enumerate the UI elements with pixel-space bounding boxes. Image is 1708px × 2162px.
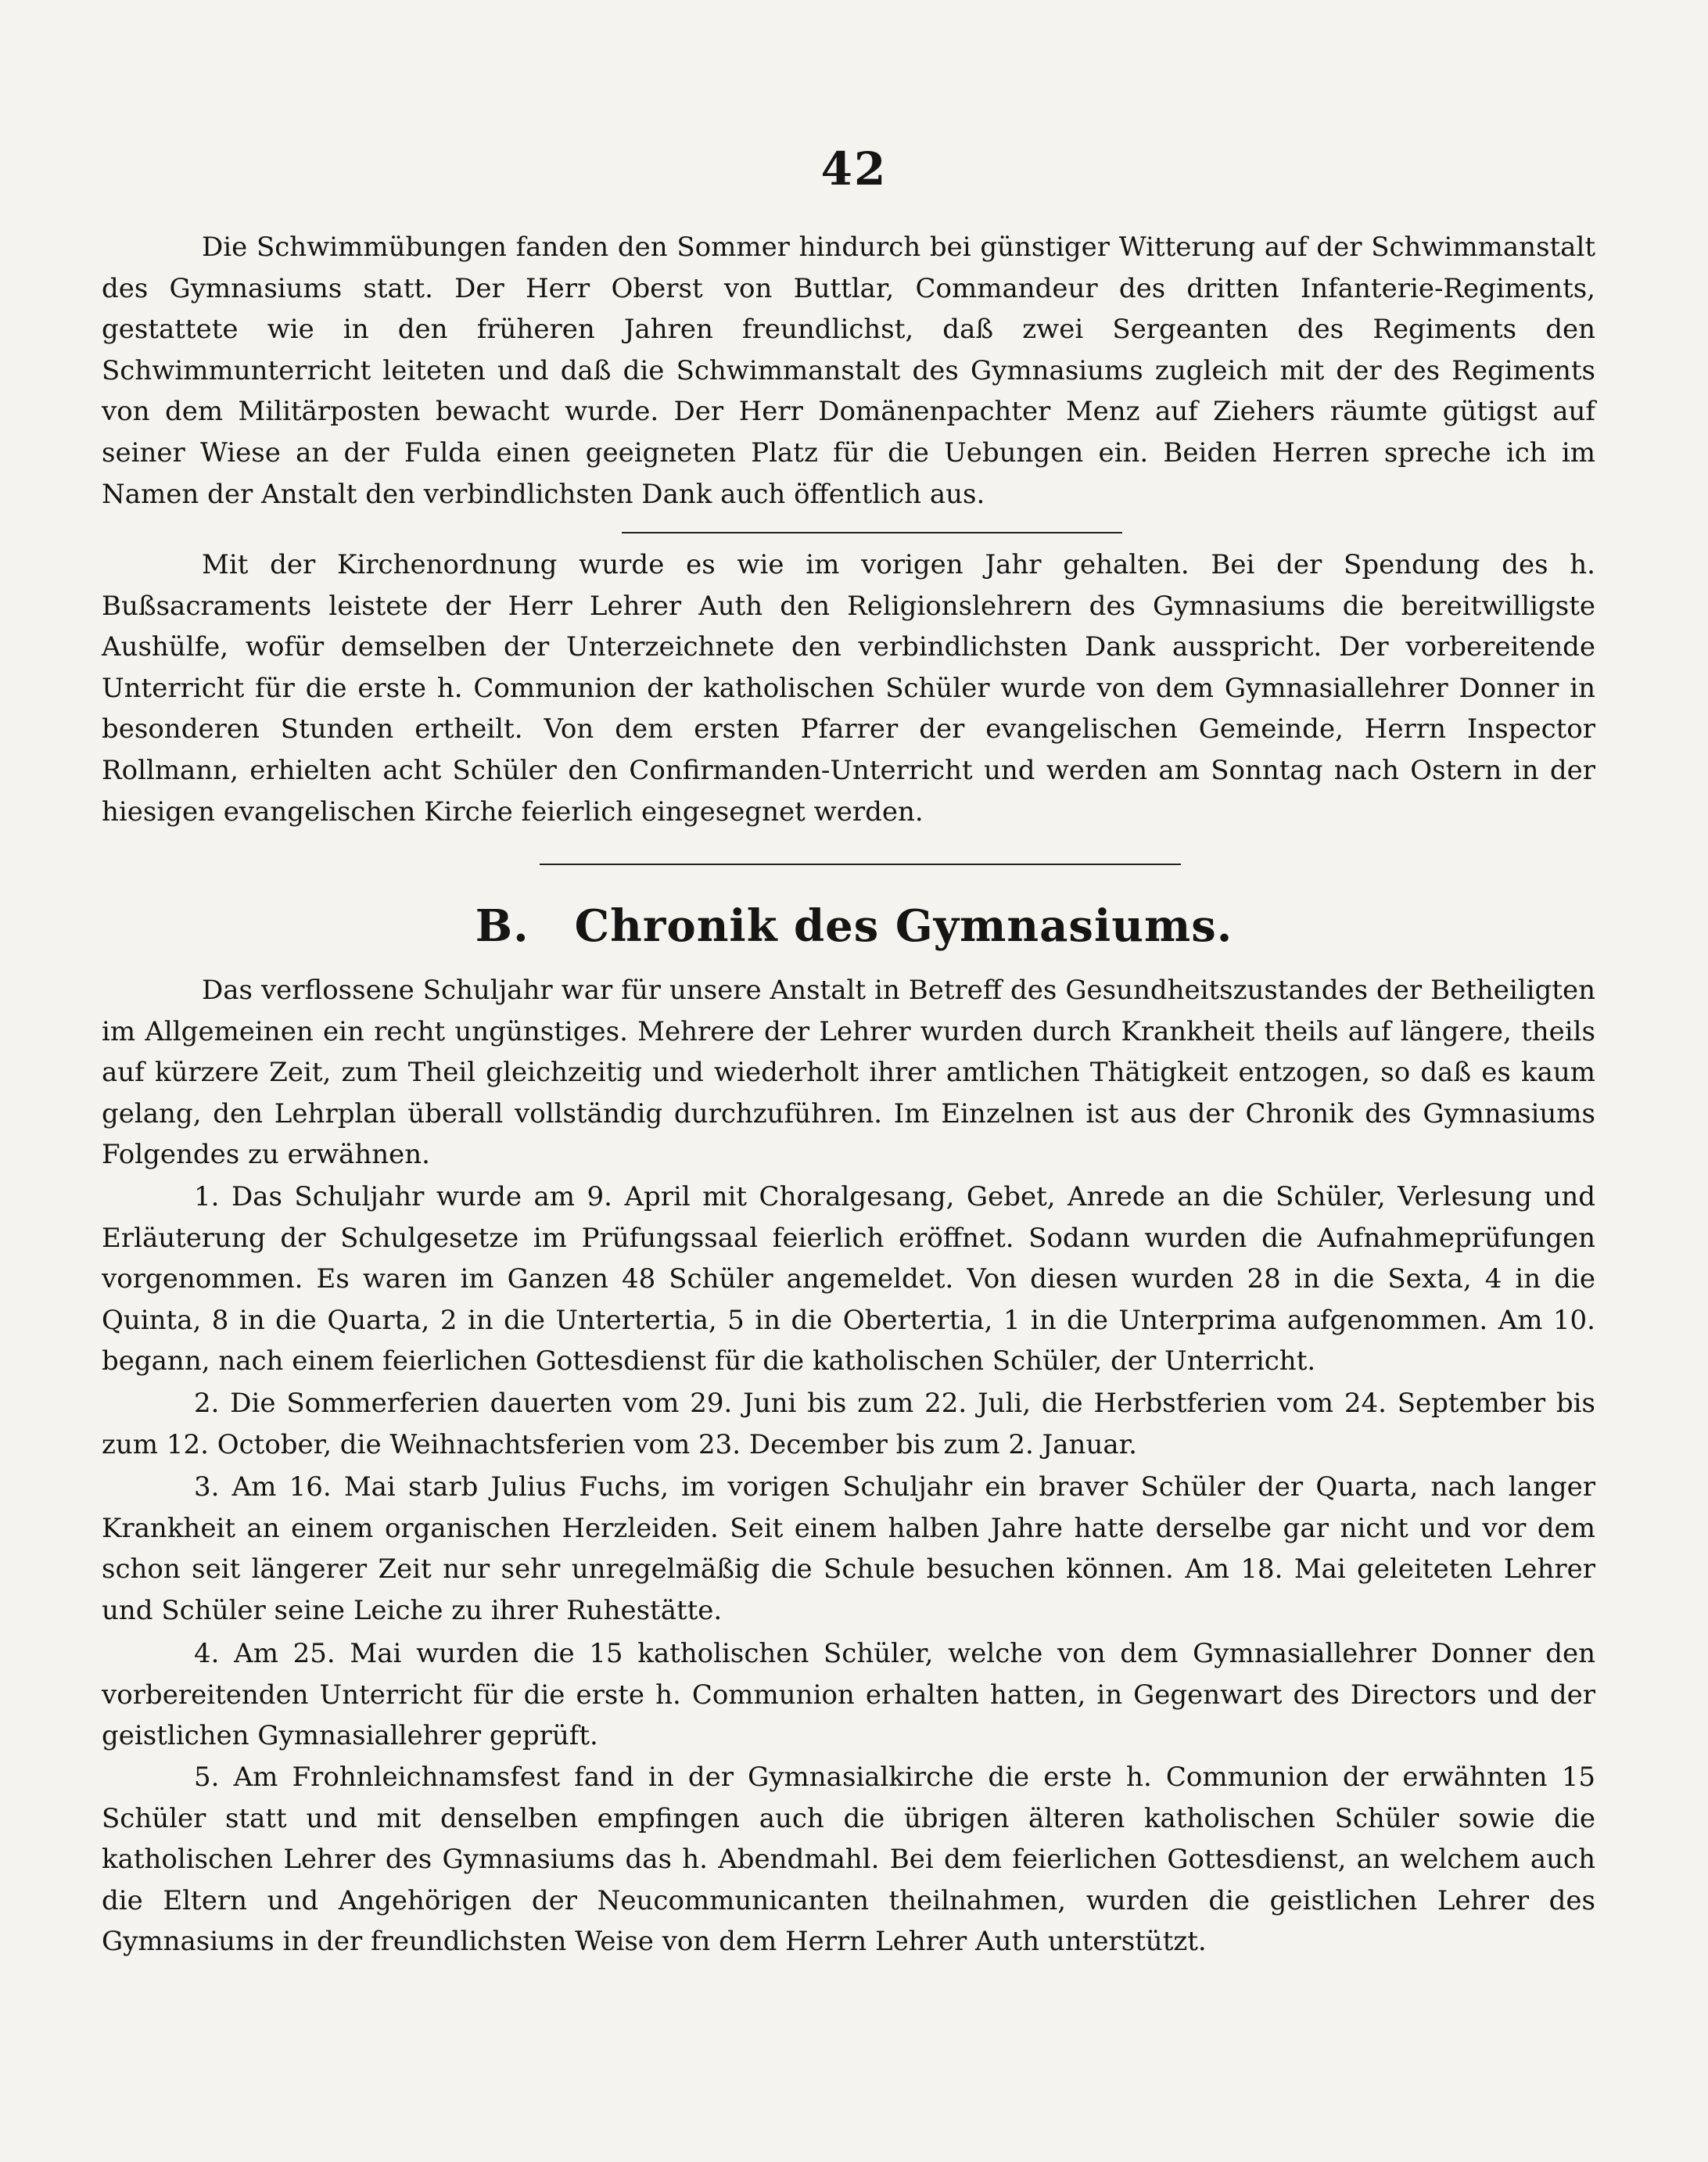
list-item: 1. Das Schuljahr wurde am 9. April mit Choralgesang, Gebet, Anrede an die Schüler, Verlesung und Erläuterung der Schulgesetze im Prüfungssaal feierlich eröffnet. Sodann wurden die Aufnahmeprüfungen vorgenommen. Es waren im Ganzen 48 Schüler angemeldet. Von diesen wurden 28 in die Sexta, 4 in die Quinta, 8 in die Quarta, 2 in die Untertertia, 5 in die Obertertia, 1 in die Unterprima aufgenommen. Am 10. begann, nach einem feierlichen Gottesdienst für die katholischen Schüler, der Unterricht.: [102, 1181, 1595, 1377]
paragraph-church-order: Mit der Kirchenordnung wurde es wie im vorigen Jahr gehalten. Bei der Spendung des h. Bußsacraments leistete der Herr Lehrer Auth den Religionslehrern des Gymnasiums die bereitwilligste Aushülfe, wofür demselben der Unterzeichnete den verbindlichsten Dank ausspricht. Der vorbereitende Unterricht für die erste h. Communion der katholischen Schüler wurde von dem Gymnasiallehrer Donner in besonderen Stunden ertheilt. Von dem ersten Pfarrer der evangelischen Gemeinde, Herrn Inspector Rollmann, erhielten acht Schüler den Confirmanden-Unterricht und werden am Sonntag nach Ostern in der hiesigen evangelischen Kirche feierlich eingesegnet werden.: [102, 549, 1595, 828]
list-item: 5. Am Frohnleichnamsfest fand in der Gymnasialkirche die erste h. Communion der erwähnten 15 Schüler statt und mit denselben empfingen auch die übrigen älteren katholischen Schüler sowie die katholischen Lehrer des Gymnasiums das h. Abendmahl. Bei dem feierlichen Gottesdienst, an welchem auch die Eltern und Angehörigen der Neucommunicanten theilnahmen, wurden die geistlichen Lehrer des Gymnasiums in der freundlichsten Weise von dem Herrn Lehrer Auth unterstützt.: [102, 1762, 1595, 1958]
separator-rule: [622, 532, 1122, 533]
list-item: 4. Am 25. Mai wurden die 15 katholischen Schüler, welche von dem Gymnasiallehrer Donner den vorbereitenden Unterricht für die erste h. Communion erhalten hatten, in Gegenwart des Directors und der geistlichen Gymnasiallehrer geprüft.: [102, 1638, 1595, 1752]
separator-rule: [540, 864, 1181, 865]
section-title: Chronik des Gymnasiums.: [574, 900, 1233, 952]
list-item: 2. Die Sommerferien dauerten vom 29. Juni bis zum 22. Juli, die Herbstferien vom 24. September bis zum 12. October, die Weihnachtsferien vom 23. December bis zum 2. Januar.: [102, 1388, 1595, 1460]
page-number: 42: [820, 142, 888, 196]
section-heading: [0, 898, 1708, 954]
paragraph-swimming: Die Schwimmübungen fanden den Sommer hindurch bei günstiger Witterung auf der Schwimmanstalt des Gymnasiums statt. Der Herr Oberst von Buttlar, Commandeur des dritten Infanterie-Regiments, gestattete wie in den früheren Jahren freundlichst, daß zwei Sergeanten des Regiments den Schwimmunterricht leiteten und daß die Schwimmanstalt des Gymnasiums zugleich mit der des Regiments von dem Militärposten bewacht wurde. Der Herr Domänenpachter Menz auf Ziehers räumte gütigst auf seiner Wiese an der Fulda einen geeigneten Platz für die Uebungen ein. Beiden Herren spreche ich im Namen der Anstalt den verbindlichsten Dank auch öffentlich aus.: [102, 232, 1595, 510]
list-item: 3. Am 16. Mai starb Julius Fuchs, im vorigen Schuljahr ein braver Schüler der Quarta, nach langer Krankheit an einem organischen Herzleiden. Seit einem halben Jahre hatte derselbe gar nicht und vor dem schon seit längerer Zeit nur sehr unregelmäßig die Schule besuchen können. Am 18. Mai geleiteten Lehrer und Schüler seine Leiche zu ihrer Ruhestätte.: [102, 1471, 1595, 1626]
paragraph-chronicle-intro: Das verflossene Schuljahr war für unsere Anstalt in Betreff des Gesundheitszustandes der Betheiligten im Allgemeinen ein recht ungünstiges. Mehrere der Lehrer wurden durch Krankheit theils auf längere, theils auf kürzere Zeit, zum Theil gleichzeitig und wiederholt ihrer amtlichen Thätigkeit entzogen, so daß es kaum gelang, den Lehrplan überall vollständig durchzuführen. Im Einzelnen ist aus der Chronik des Gymnasiums Folgendes zu erwähnen.: [102, 975, 1595, 1171]
section-label: B.: [475, 900, 529, 952]
